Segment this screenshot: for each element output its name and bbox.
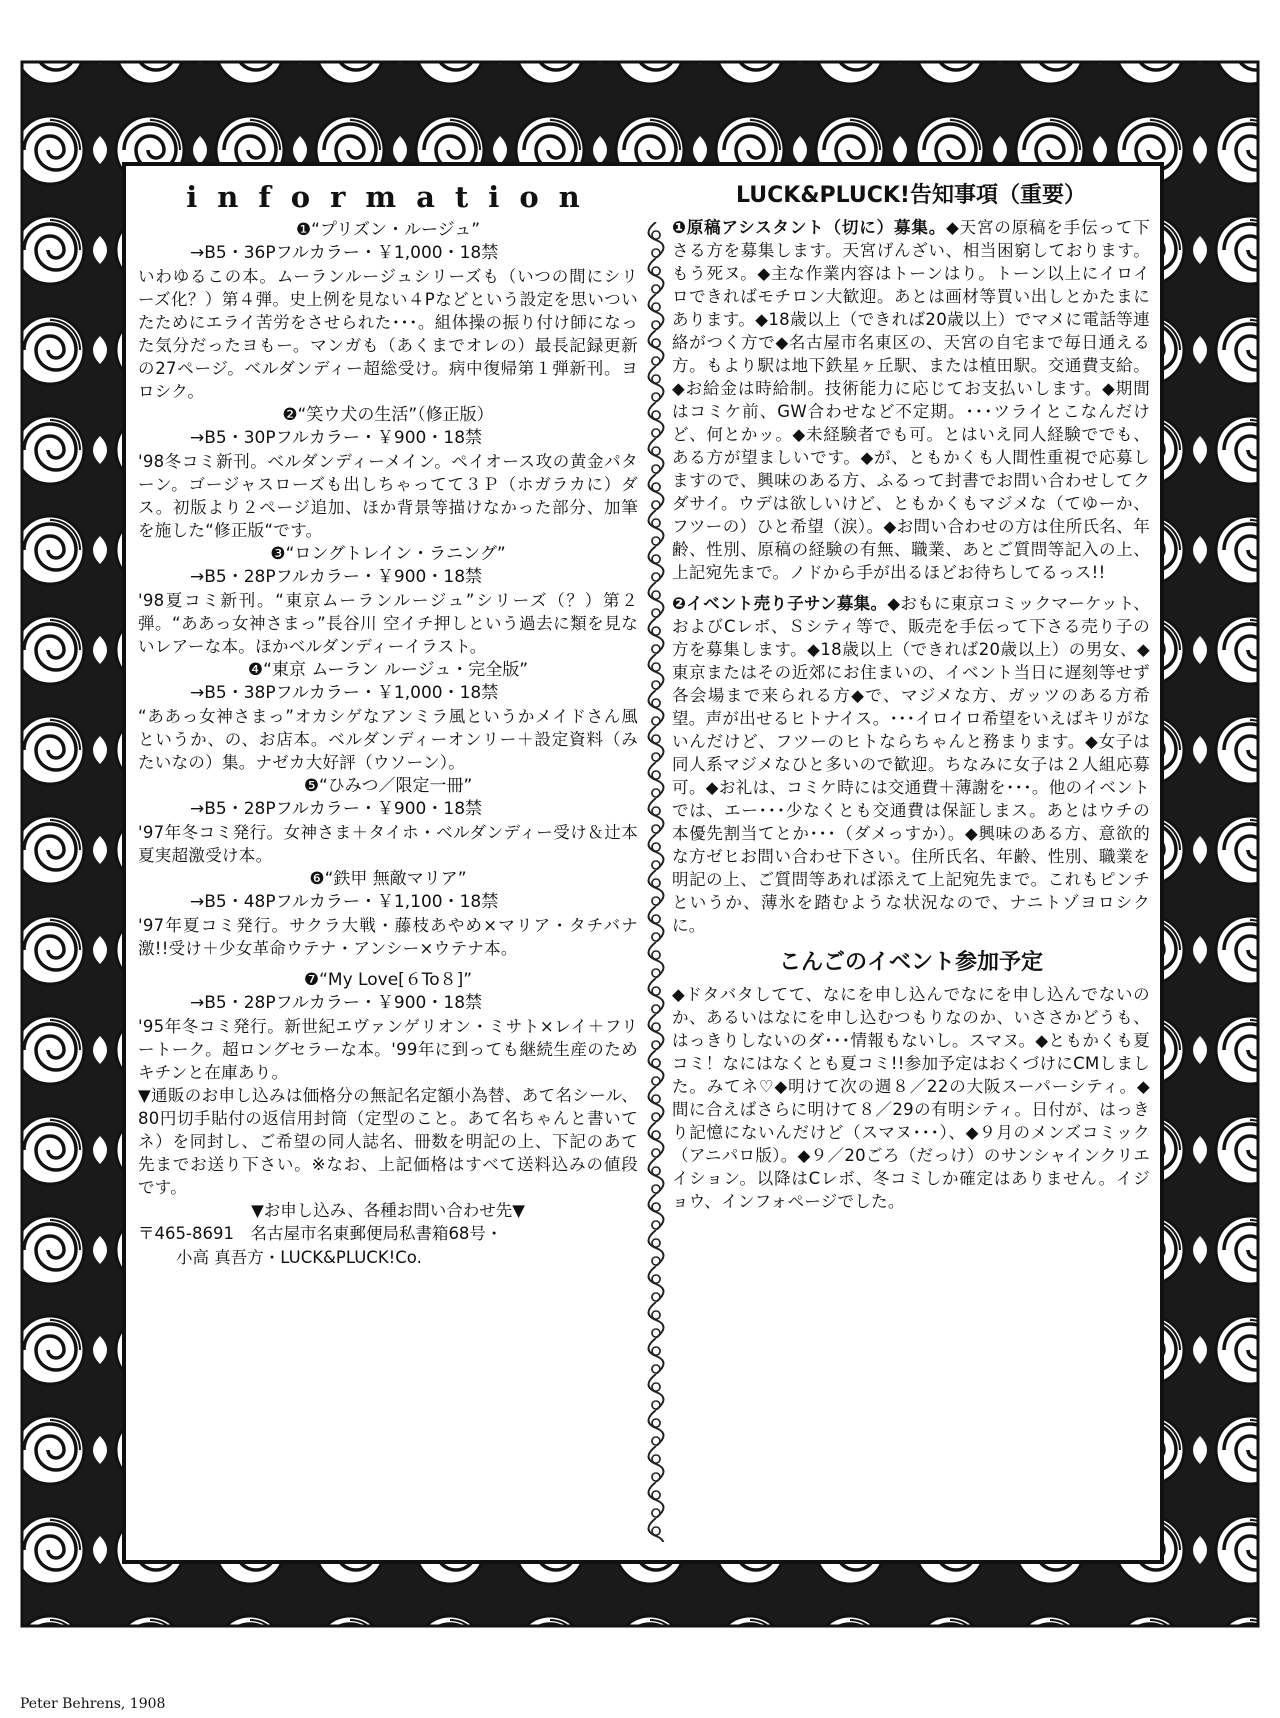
product-price: →B5・38Pフルカラー・￥1,000・18禁 [190,683,499,703]
product-description: '95年冬コミ発行。新世紀エヴァンゲリオン・ミサト×レイ＋フリートーク。超ロングセラーな本。'99年に到っても継続生産のためキチンと在庫あり。 [138,1017,638,1082]
sales-staff-recruitment-body: ◆おもに東京コミックマーケット、およびCレボ、Ｓシティ等で、販売を手伝って下さる売り子の方を募集します。◆18歳以上（できれば20歳以上）の男女、◆東京またはその近郊にお住まいの、イベント当日に遅刻等せず各会場まで来られる方◆で、マジメな方、ガッツのある方希望。声が出せるヒトナイス。･･･イロイロ希望をいえばキリがないんだけど、フツーのヒトならちゃんと務まります。◆女子は同人系マジメなひと多いので歓迎。ちなみに女子は２人組応募可。◆お礼は、コミケ時には交通費＋薄謝を･･･。他のイベントでは、エー･･･少なくとも交通費は保証しまス。あとはウチの本優先割当てとか･･･（ダメっすか）。◆興味のある方、意欲的な方ゼヒお問い合わせ下さい。住所氏名、年齢、性別、職業を明記の上、ご質問等あれば添えて上記宛先まで。これもピンチというか、薄氷を踏むような状況なので、ナニトゾヨロシクに。 [672,594,1150,935]
product-title: ❼“My Love[６To８]” [303,970,473,990]
product-description: いわゆるこの本。ムーランルージュシリーズも（いつの間にシリーズ化？）第４弾。史上例を見ない４Pなどという設定を思いついたためにエライ苦労をさせられた･･･。組体操の振り付け師になった気分だったヨもー。マンガも（あくまでオレの）最長記録更新の27ページ。ベルダンディー超総受け。病中復帰第１弾新刊。ヨロシク。 [138,267,638,401]
product-description: '97年夏コミ発行。サクラ大戦・藤枝あやめ×マリア・タチバナ激!!受け＋少女革命ウテナ・アンシー×ウテナ本。 [138,916,638,958]
event-schedule-body: ◆ドタバタしてて、なにを申し込んでなにを申し込んでないのか、あるいはなにを申し込むつもりなのか、いささかどうも、はっきりしないのダ･･･情報もないし。スマヌ。◆ともかくも夏コミ！なにはなくとも夏コミ!!参加予定はおくづけにCMしました。みてネ♡◆明けて次の週８／22の大阪スーパーシティ。◆間に合えばさらに明けて８／29の有明シティ。日付が、はっきり記憶にないんだけど（スマヌ･･･）、◆９月のメンズコミック（アニパロ版）。◆９／20ごろ（だっけ）のサンシャインクリエイション。以降はCレボ、冬コミしか確定はありません。イジョウ、インフォページでした。 [672,985,1150,1211]
product-title: ❺“ひみつ／限定一冊” [303,776,473,796]
product-item-6 [138,867,638,960]
assistant-recruitment-section [672,216,1150,584]
information-column [138,180,638,1270]
contact-heading: ▼お申し込み、各種お問い合わせ先▼ [251,1201,525,1220]
postal-address-line-1: 〒465-8691 名古屋市名東郵便局私書箱68号・ [138,1224,503,1243]
notice-heading: LUCK&PLUCK!告知事項（重要） [736,183,1086,208]
product-title: ❷“笑ウ犬の生活”（修正版） [282,405,494,425]
product-item-5 [138,774,638,867]
product-price: →B5・36Pフルカラー・￥1,000・18禁 [190,243,499,263]
product-description: '98夏コミ新刊。“東京ムーランルージュ”シリーズ（？）第２弾。“ああっ女神さまっ”長谷川 空イチ押しという過去に類を見ないレアーな本。ほかベルダンディーイラスト。 [138,591,638,656]
assistant-recruitment-lead: ❶原稿アシスタント（切に）募集。 [672,218,947,237]
event-schedule-heading: こんごのイベント参加予定 [778,950,1043,975]
product-price: →B5・28Pフルカラー・￥900・18禁 [190,799,483,819]
assistant-recruitment-body: ◆天宮の原稿を手伝って下さる方を募集します。天宮げんざい、相当困窮しております。もう死ヌ。◆主な作業内容はトーンはり。トーン以上にイロイロできればモチロン大歓迎。あとは画材等買い出しとかたまにあります。◆18歳以上（できれば20歳以上）でマメに電話等連絡がつく方で◆名古屋市名東区の、天宮の自宅まで毎日通える方。もより駅は地下鉄星ヶ丘駅、または植田駅。交通費支給。◆お給金は時給制。技術能力に応じてお支払いします。◆期間はコミケ前、GW合わせなど不定期。･･･ツライとこなんだけど、何とかッ。◆未経験者でも可。とはいえ同人経験ででも、ある方が望ましいです。◆が、ともかくも人間性重視で応募しますので、興味のある方、ふるって封書でお問い合わせしてクダサイ。ウデは欲しいけど、ともかくもマジメな（てゆーか、フツーの）ひと希望（涙）。◆お問い合わせの方は住所氏名、年齢、性別、原稿の経験の有無、職業、あとご質問等記入の上、上記宛先まで。ノドから手が出るほどお待ちしてるっス!! [672,218,1150,582]
border-credit: Peter Behrens, 1908 [20,1696,166,1712]
product-title: ❹“東京 ムーラン ルージュ・完全版” [247,660,529,680]
product-item-2 [138,403,638,542]
product-description: '97年冬コミ発行。女神さま＋タイホ・ベルダンディー受け＆辻本夏実超激受け本。 [138,823,638,865]
sales-staff-recruitment-section [672,592,1150,937]
product-price: →B5・28Pフルカラー・￥900・18禁 [190,993,483,1013]
product-description: '98冬コミ新刊。ベルダンディーメイン。ペイオース攻の黄金パターン。ゴージャスローズも出しちゃってて３Ｐ（ホガラカに）ダス。初版より２ページ追加、ほか背景等描けなかった部分、加筆を施した“修正版“です。 [138,452,638,540]
product-price: →B5・48Pフルカラー・￥1,100・18禁 [190,892,499,912]
product-item-7 [138,968,638,1084]
sales-staff-recruitment-lead: ❷イベント売り子サン募集。 [672,594,888,613]
postal-address-line-2: 小高 真吾方・LUCK&PLUCK!Co. [176,1248,422,1267]
product-price: →B5・30Pフルカラー・￥900・18禁 [190,428,483,448]
product-title: ❸“ロングトレイン・ラニング” [270,544,506,564]
mail-order-instructions: ▼通販のお申し込みは価格分の無記名定額小為替、あて名シール、80円切手貼付の返信用封筒（定型のこと。あて名ちゃんと書いてネ）を同封し、ご希望の同人誌名、冊数を明記の上、下記のあて先までお送り下さい。※なお、上記価格はすべて送料込みの値段です。 [138,1086,638,1197]
product-item-4 [138,658,638,774]
notice-column [672,180,1150,1213]
product-title: ❶“プリズン・ルージュ” [295,220,481,240]
product-title: ❻“鉄甲 無敵マリア” [309,869,467,889]
product-item-1 [138,218,638,403]
product-description: “ああっ女神さまっ”オカシゲなアンミラ風というかメイドさん風というか、の、お店本。ベルダンディーオンリー＋設定資料（みたいなの）集。ナゼカ大好評（ウソーン）。 [138,707,638,772]
product-price: →B5・28Pフルカラー・￥900・18禁 [190,567,483,587]
product-item-3 [138,542,638,658]
information-heading: information [186,180,600,214]
column-divider-ornament [644,222,668,1542]
